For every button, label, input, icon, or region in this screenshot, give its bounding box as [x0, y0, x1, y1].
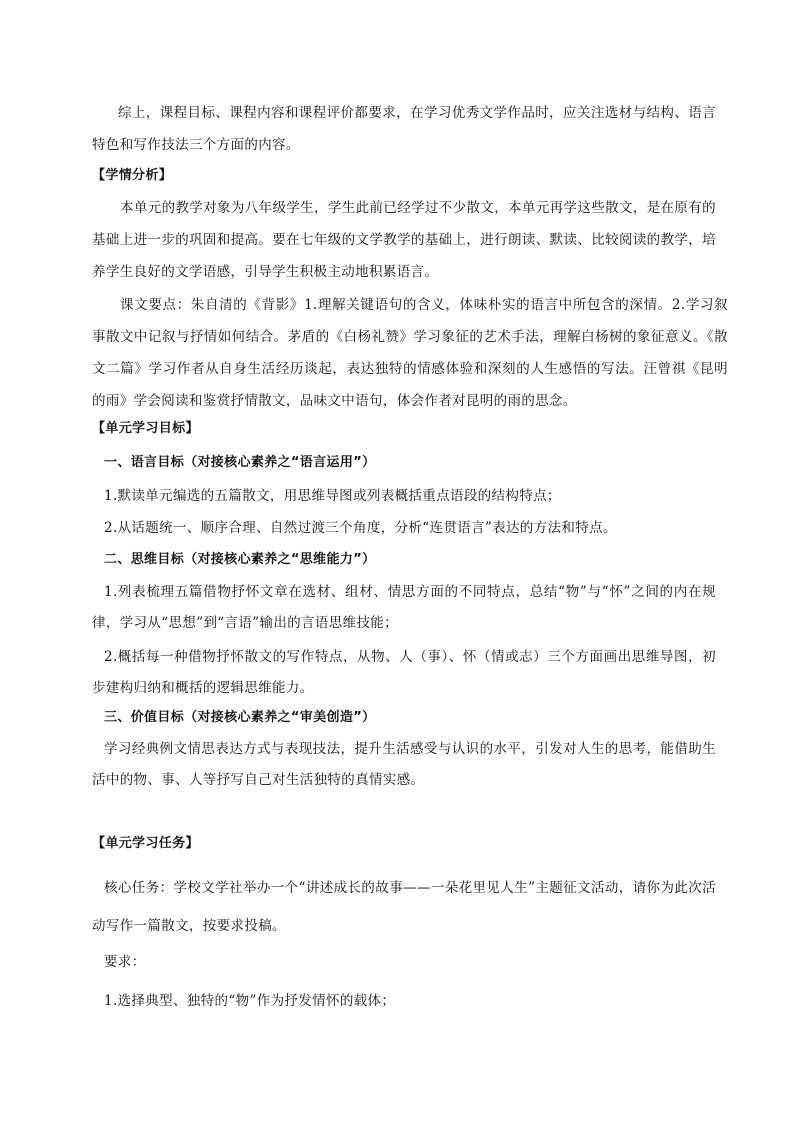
paragraph-requirements-label: 要求： — [104, 954, 146, 970]
paragraph-value-goal: 学习经典例文情思表达方式与表现技法，提升生活感受与认识的水平，引发对人生的思考，能借助生活中的物、事、人等抒写自己对生活独特的真情实感。 — [92, 741, 716, 788]
subheading-thinking-goal: 二、思维目标（对接核心素养之“思维能力”） — [104, 552, 376, 567]
list-item-language-1: 1.默读单元编选的五篇散文，用思维导图或列表概括重点语段的结构特点； — [104, 488, 561, 504]
subheading-language-goal: 一、语言目标（对接核心素养之“语言运用”） — [104, 455, 376, 470]
subheading-value-goal: 三、价值目标（对接核心素养之“审美创造”） — [104, 710, 376, 725]
paragraph-core-task: 核心任务：学校文学社举办一个“讲述成长的故事——一朵花里见人生”主题征文活动，请你为此次活动写作一篇散文，按要求投稿。 — [92, 880, 716, 934]
list-item-thinking-1: 1.列表梳理五篇借物抒怀文章在选材、组材、情思方面的不同特点，总结“物”与“怀”之间的内在规律，学习从“思想”到“言语”输出的言语思维技能； — [92, 584, 716, 631]
list-item-requirement-1: 1.选择典型、独特的“物”作为抒发情怀的载体； — [104, 993, 396, 1009]
heading-unit-goals: 【单元学习目标】 — [92, 421, 199, 436]
list-item-thinking-2: 2.概括每一种借物抒怀散文的写作特点，从物、人（事）、怀（情或志）三个方面画出思维导图，初步建构归纳和概括的逻辑思维能力。 — [92, 649, 716, 696]
paragraph-summary: 综上，课程目标、课程内容和课程评价都要求，在学习优秀文学作品时，应关注选材与结构、语言特色和写作技法三个方面的内容。 — [92, 105, 716, 153]
heading-unit-tasks: 【单元学习任务】 — [92, 836, 199, 851]
heading-learning-analysis: 【学情分析】 — [92, 168, 173, 183]
paragraph-learning-analysis: 本单元的教学对象为八年级学生，学生此前已经学过不少散文，本单元再学这些散文，是在原有的基础上进一步的巩固和提高。要在七年级的文学教学的基础上，进行朗读、默读、比较阅读的教学，培养学生良好的文学语感，引导学生积极主动地积累语言。 — [92, 200, 716, 280]
list-item-language-2: 2.从话题统一、顺序合理、自然过渡三个角度，分析“连贯语言”表达的方法和特点。 — [104, 520, 617, 536]
paragraph-text-key-points: 课文要点：朱自清的《背影》1.理解关键语句的含义，体味朴实的语言中所包含的深情。2.学习叙事散文中记叙与抒情如何结合。茅盾的《白杨礼赞》学习象征的艺术手法，理解白杨树的象征意义。《散文二篇》学习作者从自身生活经历谈起，表达独特的情感体验和深刻的人生感悟的写法。汪曾祺《昆明的雨》学会阅读和鉴赏抒情散文，品味文中语句，体会作者对昆明的雨的思念。 — [92, 297, 728, 409]
